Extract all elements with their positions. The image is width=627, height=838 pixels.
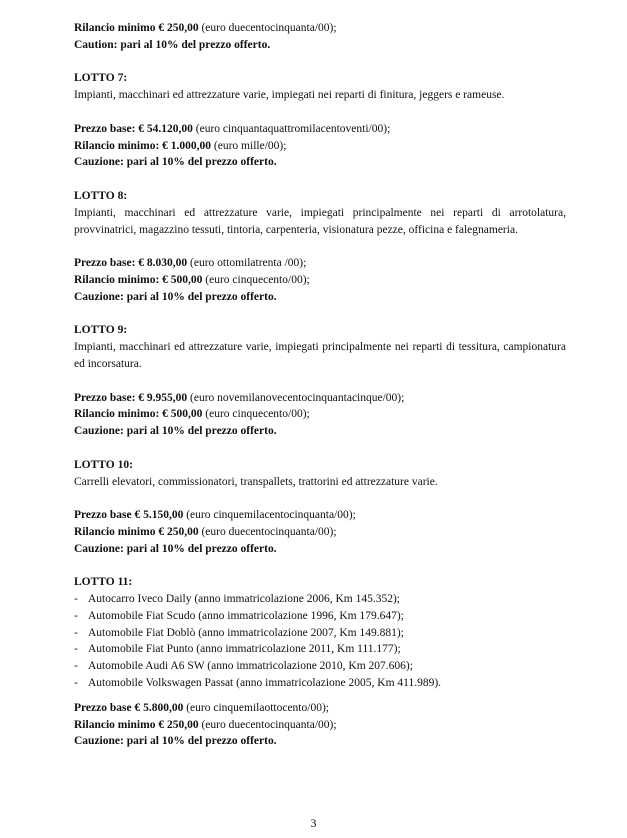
lotto-10-description: Carrelli elevatori, commissionatori, transpallets, trattorini ed attrezzature varie. <box>74 475 438 488</box>
rilancio-text: (euro cinquecento/00); <box>202 408 310 421</box>
list-item <box>74 658 566 675</box>
list-item <box>74 675 566 692</box>
rilancio-text: (euro duecentocinquanta/00); <box>198 525 337 538</box>
cauzione-label: Cauzione: pari al 10% del prezzo offerto. <box>74 542 277 555</box>
rilancio-text: (euro mille/00); <box>211 139 287 152</box>
rilancio-label: Rilancio minimo: € 1.000,00 <box>74 139 212 152</box>
list-dash: - <box>74 660 78 673</box>
rilancio-text: (euro cinquecento/00); <box>202 273 310 286</box>
lotto-title: LOTTO 7: <box>74 72 128 85</box>
page-content <box>74 20 566 750</box>
prezzo-label: Prezzo base € 5.800,00 <box>74 701 184 714</box>
cauzione-line <box>74 37 566 54</box>
lotto-11-prezzo <box>74 700 566 717</box>
prezzo-text: (euro novemilanovecentocinquantacinque/00); <box>187 391 405 404</box>
cauzione-label: Cauzione: pari al 10% del prezzo offerto. <box>74 425 277 438</box>
lotto-11-cauzione <box>74 733 566 750</box>
lotto-8-description: Impianti, macchinari ed attrezzature varie, impiegati principalmente nei reparti di arrotolatura, provvinatrici, magazzino tessuti, tintoria, carpenteria, visionatura pezze, officina e falegnameria. <box>74 206 566 236</box>
cauzione-label: Caution: pari al 10% del prezzo offerto. <box>74 38 271 51</box>
lotto-11-vehicle-list <box>74 591 566 692</box>
cauzione-label: Cauzione: pari al 10% del prezzo offerto. <box>74 290 277 303</box>
lotto-9-cauzione <box>74 423 566 440</box>
list-item-text: Automobile Fiat Scudo (anno immatricolazione 1996, Km 179.647); <box>88 609 404 622</box>
rilancio-text: (euro duecentocinquanta/00); <box>198 22 337 34</box>
lotto-title: LOTTO 8: <box>74 189 128 202</box>
prezzo-text: (euro cinquantaquattromilacentoventi/00); <box>192 122 391 135</box>
list-item <box>74 641 566 658</box>
list-item-text: Automobile Audi A6 SW (anno immatricolazione 2010, Km 207.606); <box>88 660 413 673</box>
prezzo-label: Prezzo base: € 54.120,00 <box>74 122 193 135</box>
lotto-9-rilancio <box>74 406 566 423</box>
lotto-7-title <box>74 70 566 87</box>
list-item <box>74 608 566 625</box>
list-item-text: Automobile Fiat Punto (anno immatricolazione 2011, Km 111.177); <box>88 643 401 656</box>
lotto-7-prezzo <box>74 121 566 138</box>
list-dash: - <box>74 677 78 690</box>
prezzo-label: Prezzo base: € 9.955,00 <box>74 391 188 404</box>
prezzo-label: Prezzo base € 5.150,00 <box>74 509 184 522</box>
lotto-8-rilancio <box>74 272 566 289</box>
rilancio-label: Rilancio minimo € 250,00 <box>74 525 199 538</box>
rilancio-label: Rilancio minimo € 250,00 <box>74 718 199 731</box>
lotto-7-rilancio <box>74 138 566 155</box>
lotto-8-cauzione <box>74 289 566 306</box>
lotto-7-cauzione <box>74 154 566 171</box>
list-item-text: Autocarro Iveco Daily (anno immatricolazione 2006, Km 145.352); <box>88 593 401 606</box>
rilancio-label: Rilancio minimo: € 500,00 <box>74 408 203 421</box>
lotto-11-title <box>74 574 566 591</box>
rilancio-label: Rilancio minimo: € 500,00 <box>74 273 203 286</box>
list-item <box>74 591 566 608</box>
lotto-title: LOTTO 9: <box>74 324 128 337</box>
lotto-title: LOTTO 11: <box>74 576 133 589</box>
rilancio-line <box>74 20 566 37</box>
rilancio-label: Rilancio minimo € 250,00 <box>74 22 199 34</box>
lotto-10-title <box>74 457 566 474</box>
cauzione-label: Cauzione: pari al 10% del prezzo offerto. <box>74 735 277 748</box>
list-dash: - <box>74 609 78 622</box>
prezzo-text: (euro cinquemilaottocento/00); <box>183 701 329 714</box>
lotto-10-cauzione <box>74 541 566 558</box>
lotto-9-description: Impianti, macchinari ed attrezzature varie, impiegati principalmente nei reparti di tessitura, campionatura ed incorsatura. <box>74 341 566 370</box>
prezzo-label: Prezzo base: € 8.030,00 <box>74 257 188 270</box>
list-item-text: Automobile Fiat Doblò (anno immatricolazione 2007, Km 149.881); <box>88 626 404 639</box>
lotto-10-prezzo <box>74 507 566 524</box>
rilancio-text: (euro duecentocinquanta/00); <box>198 718 337 731</box>
prezzo-text: (euro cinquemilacentocinquanta/00); <box>183 509 356 522</box>
lotto-7-description: Impianti, macchinari ed attrezzature varie, impiegati nei reparti di finitura, jeggers e rameuse. <box>74 89 505 102</box>
list-dash: - <box>74 643 78 656</box>
lotto-11-rilancio <box>74 717 566 734</box>
list-dash: - <box>74 626 78 639</box>
lotto-8-title <box>74 188 566 205</box>
page-number: 3 <box>310 816 317 830</box>
lotto-9-prezzo <box>74 390 566 407</box>
lotto-9-title <box>74 322 566 339</box>
lotto-10-rilancio <box>74 524 566 541</box>
cauzione-label: Cauzione: pari al 10% del prezzo offerto. <box>74 156 277 169</box>
lotto-title: LOTTO 10: <box>74 458 133 471</box>
list-item-text: Automobile Volkswagen Passat (anno immatricolazione 2005, Km 411.989). <box>88 677 442 690</box>
list-dash: - <box>74 593 78 606</box>
lotto-8-prezzo <box>74 255 566 272</box>
prezzo-text: (euro ottomilatrenta /00); <box>187 257 307 270</box>
list-item <box>74 625 566 642</box>
